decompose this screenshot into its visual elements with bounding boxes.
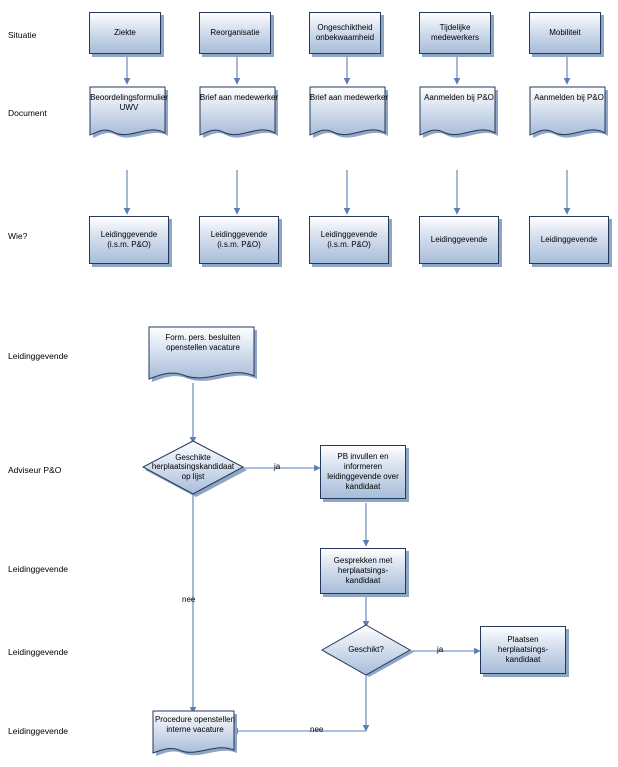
- lane-label-leidinggevende-4: Leidinggevende: [8, 726, 69, 736]
- lane-label-leidinggevende-3: Leidinggevende: [8, 647, 69, 657]
- document-label-5: Aanmelden bij P&O: [534, 93, 604, 102]
- edge-label-nee-1: nee: [182, 595, 196, 604]
- node-form-vacature-label: Form. pers. besluiten openstellen vacature: [165, 333, 241, 352]
- row-label-situatie: Situatie: [8, 30, 37, 40]
- situatie-box-2[interactable]: Reorganisatie: [199, 12, 271, 54]
- situatie-box-4[interactable]: Tijdelijke medewerkers: [419, 12, 491, 54]
- wie-box-5[interactable]: Leidinggevende: [529, 216, 609, 264]
- node-plaatsen[interactable]: Plaatsen herplaatsings-kandidaat: [480, 626, 566, 674]
- node-pb-invullen[interactable]: PB invullen en informeren leidinggevende over kandidaat: [320, 445, 406, 499]
- lane-label-leidinggevende-2: Leidinggevende: [8, 564, 69, 574]
- node-geschikt[interactable]: [320, 624, 415, 678]
- lane-label-adviseur-po: Adviseur P&O: [8, 465, 62, 475]
- wie-box-2[interactable]: Leidinggevende (i.s.m. P&O): [199, 216, 279, 264]
- situatie-box-3[interactable]: Ongeschiktheid onbekwaamheid: [309, 12, 381, 54]
- edge-label-ja-2: ja: [437, 645, 444, 654]
- node-geschikte-kandidaat-label: Geschikte herplaatsingskandidaat op lijst: [151, 452, 235, 481]
- node-geschikte-kandidaat[interactable]: [142, 440, 248, 498]
- wie-box-3[interactable]: Leidinggevende (i.s.m. P&O): [309, 216, 389, 264]
- document-label-3: Brief aan medewerker: [309, 93, 389, 102]
- document-shape-3[interactable]: [309, 86, 389, 140]
- situatie-box-1[interactable]: Ziekte: [89, 12, 161, 54]
- node-procedure-label: Procedure openstellen interne vacature: [154, 715, 236, 734]
- document-label-1: Beoordelingsformulier UWV: [90, 93, 168, 112]
- document-shape-5[interactable]: [529, 86, 609, 140]
- node-form-vacature[interactable]: [148, 326, 258, 384]
- document-shape-4[interactable]: [419, 86, 499, 140]
- edge-label-nee-2: nee: [310, 725, 324, 734]
- row-label-document: Document: [8, 108, 47, 118]
- node-procedure[interactable]: [152, 710, 238, 758]
- wie-box-1[interactable]: Leidinggevende (i.s.m. P&O): [89, 216, 169, 264]
- situatie-box-5[interactable]: Mobiliteit: [529, 12, 601, 54]
- document-label-4: Aanmelden bij P&O: [424, 93, 494, 102]
- lane-label-leidinggevende-1: Leidinggevende: [8, 351, 69, 361]
- edge-label-ja-1: ja: [274, 462, 281, 471]
- node-geschikt-label: Geschikt?: [348, 645, 384, 655]
- node-gesprekken[interactable]: Gesprekken met herplaatsings-kandidaat: [320, 548, 406, 594]
- document-label-2: Brief aan medewerker: [199, 93, 279, 102]
- document-shape-1[interactable]: [89, 86, 169, 140]
- document-shape-2[interactable]: [199, 86, 279, 140]
- row-label-wie: Wie?: [8, 231, 28, 241]
- wie-box-4[interactable]: Leidinggevende: [419, 216, 499, 264]
